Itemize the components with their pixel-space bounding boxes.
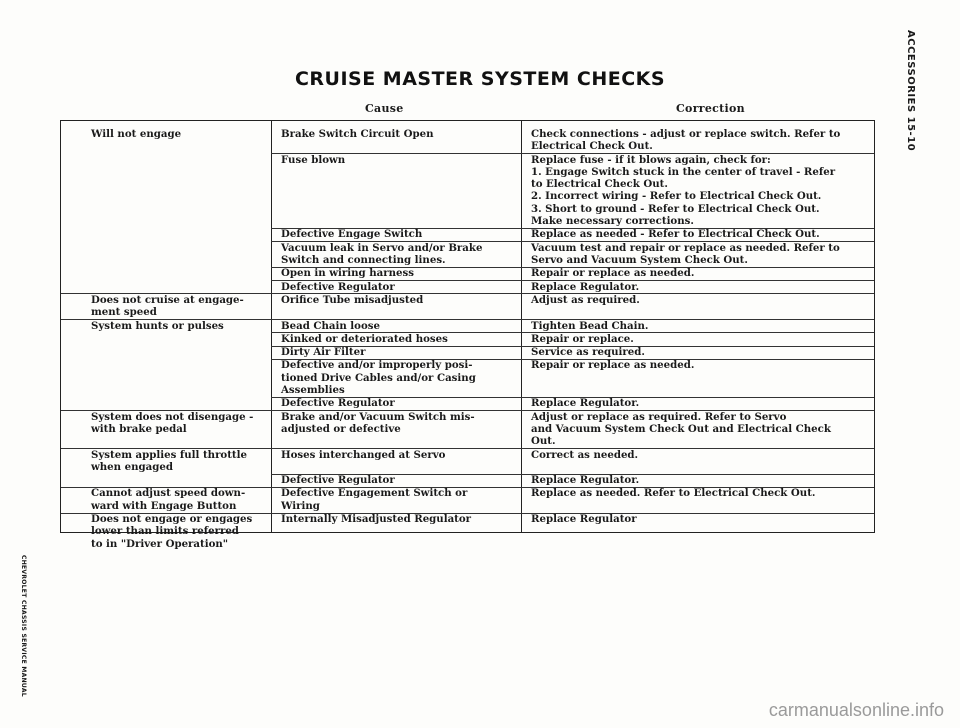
correction-line: Check connections - adjust or replace switch. Refer to (531, 128, 841, 140)
cell-correction (531, 281, 639, 293)
footer-watermark: carmanualsonline.info (768, 700, 944, 720)
correction-line: Repair or replace as needed. (531, 359, 695, 372)
cell-correction (531, 267, 694, 279)
cell-condition (91, 449, 247, 474)
cause-line: Brake and/or Vacuum Switch mis- (281, 410, 475, 423)
condition-line: lower than limits referred (91, 525, 239, 538)
correction-line: Servo and Vacuum System Check Out. (531, 253, 748, 266)
correction-line: 1. Engage Switch stuck in the center of travel - Refer (531, 165, 836, 178)
cell-cause (281, 228, 422, 240)
cell-cause (281, 128, 434, 140)
condition-line: to in "Driver Operation" (91, 537, 229, 550)
correction-line: Out. (531, 435, 556, 448)
cell-cause (281, 320, 380, 332)
correction-line: and Vacuum System Check Out and Electrical Check (531, 422, 831, 435)
cause-line: Defective Engage Switch (281, 228, 423, 241)
cell-correction (531, 346, 645, 358)
cell-cause (281, 449, 445, 461)
cause-line: Switch and connecting lines. (281, 253, 446, 266)
correction-line: Make necessary corrections. (531, 215, 694, 228)
cell-correction (531, 359, 694, 371)
cause-line: Brake Switch Circuit Open (281, 128, 434, 140)
cell-cause (281, 359, 476, 396)
cause-line: Open in wiring harness (281, 267, 414, 280)
cell-cause (281, 411, 475, 436)
cell-cause (281, 346, 365, 358)
condition-line: System hunts or pulses (91, 319, 224, 332)
cause-line: Dirty Air Filter (281, 346, 366, 359)
correction-line: 3. Short to ground - Refer to Electrical Check Out. (531, 202, 820, 215)
correction-line: Adjust as required. (531, 293, 640, 306)
correction-line: 2. Incorrect wiring - Refer to Electrical Check Out. (531, 190, 822, 203)
correction-line: Replace Regulator (531, 513, 637, 525)
cell-correction (531, 513, 637, 525)
cause-line: Defective Regulator (281, 397, 395, 410)
correction-line: to Electrical Check Out. (531, 178, 668, 191)
condition-line: System does not disengage - (91, 410, 254, 423)
correction-line: Replace Regulator. (531, 280, 640, 293)
cell-condition (91, 320, 224, 332)
condition-line: Cannot adjust speed down- (91, 487, 246, 500)
cause-line: tioned Drive Cables and/or Casing (281, 371, 476, 384)
correction-line: Replace as needed - Refer to Electrical Check Out. (531, 228, 820, 241)
condition-line: ment speed (91, 306, 157, 319)
cell-correction (531, 449, 638, 461)
condition-line: System applies full throttle (91, 448, 247, 461)
cell-cause (281, 333, 448, 345)
cell-correction (531, 294, 640, 306)
correction-line: Replace as needed. Refer to Electrical Check Out. (531, 487, 816, 500)
cell-cause (281, 267, 414, 279)
correction-line: Vacuum test and repair or replace as needed. Refer to (531, 241, 840, 254)
condition-line: with brake pedal (91, 422, 187, 435)
cause-line: Defective Regulator (281, 280, 395, 293)
condition-line: when engaged (91, 460, 173, 473)
cause-line: Assemblies (281, 383, 345, 396)
cell-cause (281, 281, 395, 293)
cell-cause (281, 397, 395, 409)
page-title: CRUISE MASTER SYSTEM CHECKS (294, 68, 666, 90)
cause-line: Defective and/or improperly posi- (281, 359, 473, 372)
cause-line: Kinked or deteriorated hoses (281, 332, 448, 345)
cell-cause (281, 474, 395, 486)
correction-line: Replace Regulator. (531, 397, 640, 410)
column-divider (271, 121, 272, 532)
cell-cause (281, 513, 471, 525)
manual-name-label: CHEVROLET CHASSIS SERVICE MANUAL (20, 555, 27, 697)
cause-line: Hoses interchanged at Servo (281, 448, 446, 461)
cause-line: Orifice Tube misadjusted (281, 293, 424, 306)
checks-table (60, 120, 875, 550)
cell-condition (91, 294, 244, 319)
cause-line: Defective Regulator (281, 474, 395, 487)
cause-line: Fuse blown (281, 153, 346, 166)
condition-line: Will not engage (91, 128, 182, 140)
cell-correction (531, 242, 840, 267)
cell-correction (531, 474, 639, 486)
cell-correction (531, 333, 634, 345)
cell-cause (281, 294, 423, 306)
cell-condition (91, 128, 181, 140)
cell-cause (281, 154, 345, 166)
cell-correction (531, 411, 831, 448)
cause-line: Vacuum leak in Servo and/or Brake (281, 241, 483, 254)
cell-cause (281, 487, 467, 512)
cause-line: Wiring (281, 499, 320, 512)
correction-line: Replace Regulator. (531, 474, 640, 487)
correction-line: Correct as needed. (531, 448, 639, 461)
cell-correction (531, 320, 648, 332)
correction-line: Replace fuse - if it blows again, check for: (531, 153, 771, 166)
cell-correction (531, 128, 840, 153)
correction-line: Electrical Check Out. (531, 140, 653, 153)
cell-condition (91, 513, 252, 550)
header-cause: Cause (365, 102, 404, 115)
correction-line: Tighten Bead Chain. (531, 319, 649, 332)
correction-line: Service as required. (531, 346, 645, 359)
cell-cause (281, 242, 482, 267)
cell-correction (531, 228, 820, 240)
correction-line: Adjust or replace as required. Refer to Servo (531, 410, 787, 423)
correction-line: Repair or replace as needed. (531, 267, 695, 280)
cause-line: Internally Misadjusted Regulator (281, 513, 472, 525)
cell-correction (531, 397, 639, 409)
condition-line: Does not cruise at engage- (91, 293, 244, 306)
cause-line: Bead Chain loose (281, 319, 380, 332)
column-divider (521, 121, 522, 532)
correction-line: Repair or replace. (531, 332, 634, 345)
cause-line: Defective Engagement Switch or (281, 487, 468, 500)
cell-condition (91, 411, 253, 436)
header-correction: Correction (676, 102, 745, 115)
cell-correction (531, 487, 815, 499)
cause-line: adjusted or defective (281, 422, 401, 435)
cell-condition (91, 487, 245, 512)
cell-correction (531, 154, 835, 228)
condition-line: ward with Engage Button (91, 499, 237, 512)
section-page-label: ACCESSORIES 15-10 (905, 30, 916, 152)
condition-line: Does not engage or engages (91, 513, 253, 525)
